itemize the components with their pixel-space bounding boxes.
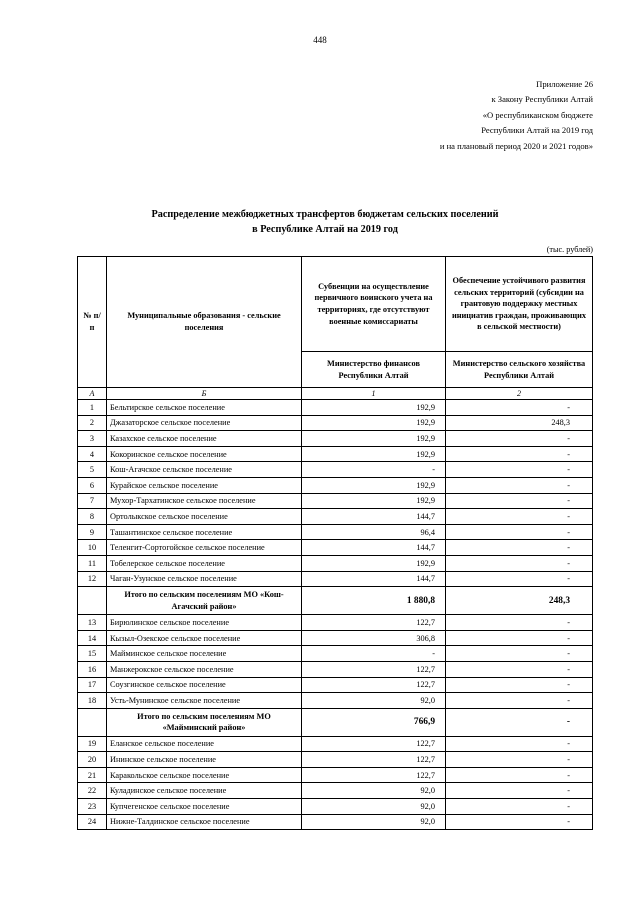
table-row bbox=[78, 752, 593, 768]
row-number: 1 bbox=[78, 400, 107, 416]
row-value-col1: - bbox=[302, 646, 446, 662]
row-value-col1: 92,0 bbox=[302, 814, 446, 830]
row-value-col2: - bbox=[446, 799, 593, 815]
row-value-col1: 122,7 bbox=[302, 752, 446, 768]
row-value-col2: - bbox=[446, 814, 593, 830]
row-value-col2: - bbox=[446, 446, 593, 462]
title-line: Распределение межбюджетных трансфертов бюджетам сельских поселений bbox=[151, 209, 499, 220]
total-name: Итого по сельским поселениям МО «Кош-Агачский район» bbox=[107, 587, 302, 615]
row-name: Бельтирское сельское поселение bbox=[107, 400, 302, 416]
row-value-col1: 122,7 bbox=[302, 767, 446, 783]
row-name: Ортолыкское сельское поселение bbox=[107, 509, 302, 525]
transfers-table bbox=[77, 256, 593, 830]
total-row bbox=[78, 708, 593, 736]
row-number: 21 bbox=[78, 767, 107, 783]
table-row bbox=[78, 400, 593, 416]
units-label: (тыс. рублей) bbox=[546, 245, 593, 254]
total-name: Итого по сельским поселениям МО «Майминский район» bbox=[107, 708, 302, 736]
header-num: № п/п bbox=[78, 257, 107, 388]
row-value-col2: - bbox=[446, 571, 593, 587]
row-value-col1: 192,9 bbox=[302, 400, 446, 416]
row-name: Майминское сельское поселение bbox=[107, 646, 302, 662]
row-name: Каракольское сельское поселение bbox=[107, 767, 302, 783]
row-number: 22 bbox=[78, 783, 107, 799]
row-number: 19 bbox=[78, 736, 107, 752]
row-name: Курайское сельское поселение bbox=[107, 477, 302, 493]
row-name: Казахское сельское поселение bbox=[107, 431, 302, 447]
table-row bbox=[78, 783, 593, 799]
row-number: 10 bbox=[78, 540, 107, 556]
row-value-col2: - bbox=[446, 462, 593, 478]
row-value-col1: 122,7 bbox=[302, 615, 446, 631]
row-name: Чаган-Узунское сельское поселение bbox=[107, 571, 302, 587]
appendix-line: Республики Алтай на 2019 год bbox=[481, 125, 593, 136]
row-number: 20 bbox=[78, 752, 107, 768]
row-name: Ташантинское сельское поселение bbox=[107, 524, 302, 540]
row-value-col1: 96,4 bbox=[302, 524, 446, 540]
row-value-col2: - bbox=[446, 477, 593, 493]
row-value-col2: - bbox=[446, 431, 593, 447]
row-name: Соузгинское сельское поселение bbox=[107, 677, 302, 693]
table-row bbox=[78, 555, 593, 571]
table-row bbox=[78, 571, 593, 587]
row-number: 15 bbox=[78, 646, 107, 662]
row-name: Еланское сельское поселение bbox=[107, 736, 302, 752]
row-value-col2: - bbox=[446, 646, 593, 662]
title-line: в Республике Алтай на 2019 год bbox=[252, 224, 398, 235]
table-row bbox=[78, 630, 593, 646]
row-name: Кош-Агачское сельское поселение bbox=[107, 462, 302, 478]
header-col2-ministry: Министерство сельского хозяйства Республики Алтай bbox=[446, 352, 593, 388]
table-row bbox=[78, 799, 593, 815]
row-name: Кызыл-Озекское сельское поселение bbox=[107, 630, 302, 646]
table-row bbox=[78, 677, 593, 693]
row-value-col1: 122,7 bbox=[302, 736, 446, 752]
table-row bbox=[78, 493, 593, 509]
table-row bbox=[78, 693, 593, 709]
row-value-col1: - bbox=[302, 462, 446, 478]
index-cell: 1 bbox=[302, 388, 446, 400]
row-number: 6 bbox=[78, 477, 107, 493]
table-row bbox=[78, 615, 593, 631]
table-row bbox=[78, 524, 593, 540]
header-name: Муниципальные образования - сельские поселения bbox=[107, 257, 302, 388]
total-value-col1: 1 880,8 bbox=[302, 587, 446, 615]
row-number: 17 bbox=[78, 677, 107, 693]
row-value-col2: - bbox=[446, 693, 593, 709]
appendix-line: и на плановый период 2020 и 2021 годов» bbox=[439, 140, 593, 151]
document-title bbox=[60, 207, 590, 237]
row-number: 16 bbox=[78, 661, 107, 677]
row-value-col1: 192,9 bbox=[302, 493, 446, 509]
total-value-col2: 248,3 bbox=[446, 587, 593, 615]
row-number: 9 bbox=[78, 524, 107, 540]
header-col1-ministry: Министерство финансов Республики Алтай bbox=[302, 352, 446, 388]
row-value-col1: 192,9 bbox=[302, 415, 446, 431]
row-name: Теленгит-Сортогойское сельское поселение bbox=[107, 540, 302, 556]
page-number: 448 bbox=[313, 35, 327, 45]
row-number: 11 bbox=[78, 555, 107, 571]
row-value-col1: 92,0 bbox=[302, 693, 446, 709]
table-row bbox=[78, 736, 593, 752]
table-row bbox=[78, 661, 593, 677]
row-value-col2: - bbox=[446, 493, 593, 509]
table-row bbox=[78, 431, 593, 447]
row-value-col2: - bbox=[446, 661, 593, 677]
index-cell: Б bbox=[107, 388, 302, 400]
row-value-col1: 144,7 bbox=[302, 509, 446, 525]
appendix-line: «О республиканском бюджете bbox=[482, 109, 593, 120]
row-name: Бирюлинское сельское поселение bbox=[107, 615, 302, 631]
row-name: Усть-Мунинское сельское поселение bbox=[107, 693, 302, 709]
appendix-line: Приложение 26 bbox=[536, 79, 593, 89]
row-value-col2: 248,3 bbox=[446, 415, 593, 431]
row-value-col2: - bbox=[446, 783, 593, 799]
row-number: 2 bbox=[78, 415, 107, 431]
row-value-col2: - bbox=[446, 752, 593, 768]
row-number: 12 bbox=[78, 571, 107, 587]
row-value-col2: - bbox=[446, 400, 593, 416]
row-value-col1: 122,7 bbox=[302, 661, 446, 677]
appendix-block bbox=[440, 77, 593, 154]
row-value-col2: - bbox=[446, 630, 593, 646]
row-name: Кокоринское сельское поселение bbox=[107, 446, 302, 462]
row-number: 8 bbox=[78, 509, 107, 525]
total-empty-cell bbox=[78, 587, 107, 615]
row-value-col1: 144,7 bbox=[302, 571, 446, 587]
row-number: 3 bbox=[78, 431, 107, 447]
header-col1: Субвенции на осуществление первичного воинского учета на территориях, где отсутствуют военные комиссариаты bbox=[302, 257, 446, 352]
table-row bbox=[78, 477, 593, 493]
total-value-col1: 766,9 bbox=[302, 708, 446, 736]
row-value-col2: - bbox=[446, 677, 593, 693]
table-row bbox=[78, 509, 593, 525]
index-row bbox=[78, 388, 593, 400]
appendix-line: к Закону Республики Алтай bbox=[491, 94, 593, 105]
table-row bbox=[78, 462, 593, 478]
row-name: Купчегенское сельское поселение bbox=[107, 799, 302, 815]
row-value-col2: - bbox=[446, 509, 593, 525]
row-name: Тобелерское сельское поселение bbox=[107, 555, 302, 571]
row-name: Ининское сельское поселение bbox=[107, 752, 302, 768]
table-row bbox=[78, 415, 593, 431]
row-number: 18 bbox=[78, 693, 107, 709]
row-value-col1: 92,0 bbox=[302, 783, 446, 799]
row-name: Джазаторское сельское поселение bbox=[107, 415, 302, 431]
total-row bbox=[78, 587, 593, 615]
row-number: 5 bbox=[78, 462, 107, 478]
row-number: 4 bbox=[78, 446, 107, 462]
row-number: 23 bbox=[78, 799, 107, 815]
index-cell: А bbox=[78, 388, 107, 400]
row-name: Куладинское сельское поселение bbox=[107, 783, 302, 799]
index-cell: 2 bbox=[446, 388, 593, 400]
row-value-col2: - bbox=[446, 524, 593, 540]
total-empty-cell bbox=[78, 708, 107, 736]
table-row bbox=[78, 646, 593, 662]
row-value-col2: - bbox=[446, 736, 593, 752]
row-value-col1: 306,8 bbox=[302, 630, 446, 646]
row-number: 14 bbox=[78, 630, 107, 646]
row-value-col2: - bbox=[446, 540, 593, 556]
row-value-col1: 192,9 bbox=[302, 555, 446, 571]
table-row bbox=[78, 767, 593, 783]
header-col2: Обеспечение устойчивого развития сельских территорий (субсидии на грантовую поддержку местных инициатив граждан, проживающих в сельской местности) bbox=[446, 257, 593, 352]
total-value-col2: - bbox=[446, 708, 593, 736]
row-name: Нижне-Талдинское сельское поселение bbox=[107, 814, 302, 830]
row-value-col1: 192,9 bbox=[302, 446, 446, 462]
table-row bbox=[78, 446, 593, 462]
row-value-col2: - bbox=[446, 767, 593, 783]
row-value-col1: 122,7 bbox=[302, 677, 446, 693]
row-value-col1: 144,7 bbox=[302, 540, 446, 556]
table-row bbox=[78, 814, 593, 830]
row-value-col1: 192,9 bbox=[302, 477, 446, 493]
row-value-col1: 192,9 bbox=[302, 431, 446, 447]
row-name: Мухор-Тархатинское сельское поселение bbox=[107, 493, 302, 509]
row-value-col2: - bbox=[446, 555, 593, 571]
row-number: 7 bbox=[78, 493, 107, 509]
row-number: 24 bbox=[78, 814, 107, 830]
row-number: 13 bbox=[78, 615, 107, 631]
table-row bbox=[78, 540, 593, 556]
row-value-col2: - bbox=[446, 615, 593, 631]
row-name: Манжерокское сельское поселение bbox=[107, 661, 302, 677]
row-value-col1: 92,0 bbox=[302, 799, 446, 815]
